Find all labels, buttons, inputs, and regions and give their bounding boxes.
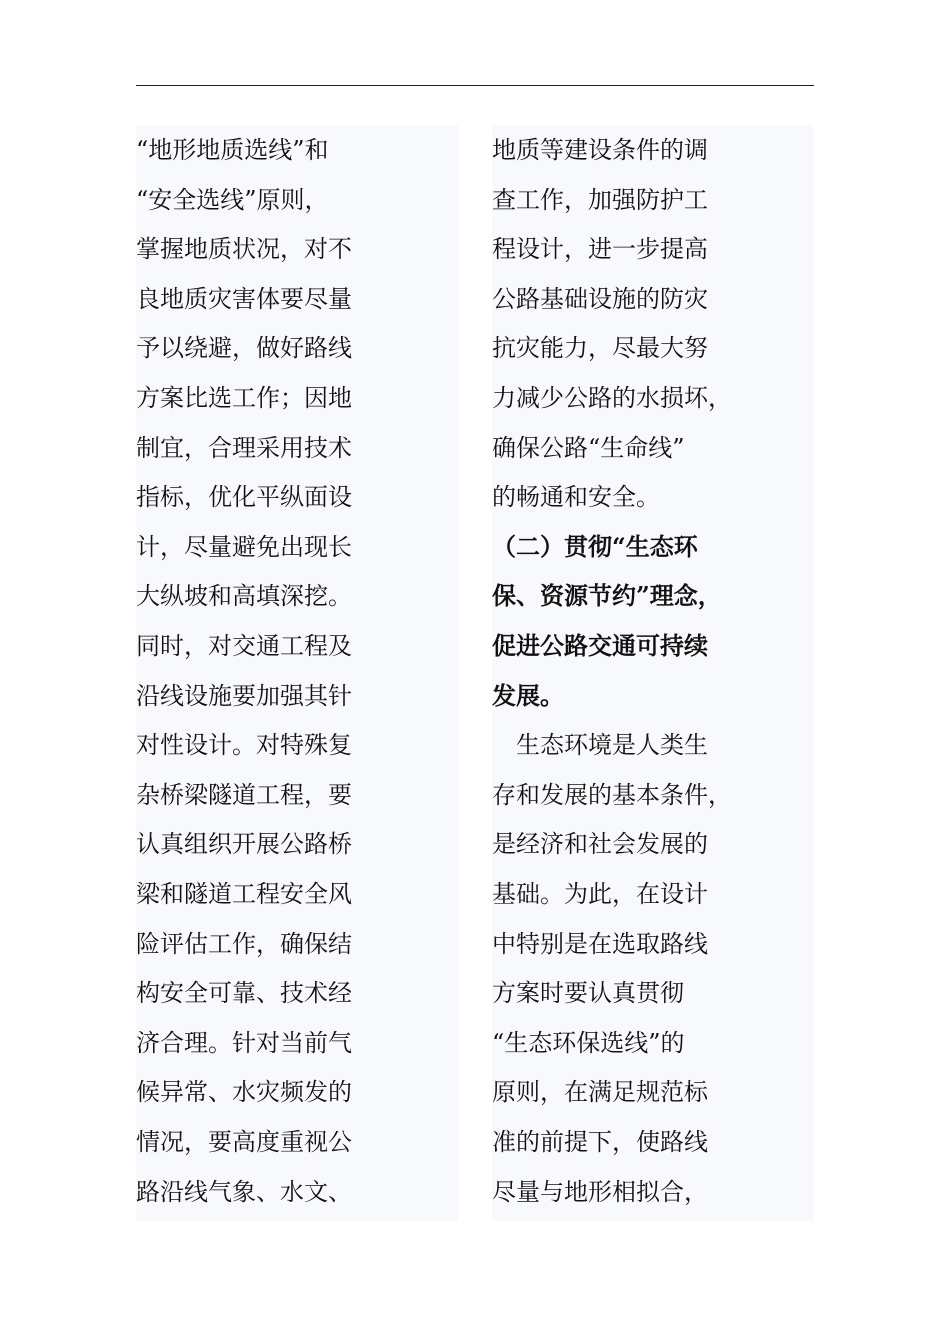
text-line: 计，尽量避免出现长 — [136, 532, 352, 561]
text-line: 原则，在满足规范标 — [492, 1078, 708, 1107]
text-line: 予以绕避，做好路线 — [136, 334, 352, 363]
text-line: “地形地质选线”和 — [136, 136, 329, 164]
text-line: 抗灾能力，尽最大努 — [492, 334, 708, 363]
text-line: “生态环保选线”的 — [492, 1028, 685, 1057]
text-line: 的畅通和安全。 — [492, 483, 660, 512]
text-line: 确保公路“生命线” — [492, 433, 685, 462]
text-line: 杂桥梁隧道工程，要 — [136, 780, 352, 809]
text-line: 同时，对交通工程及 — [136, 632, 352, 660]
text-line: （二）贯彻“生态环 — [492, 531, 698, 561]
left-text-column — [136, 125, 458, 1221]
text-line: 掌握地质状况，对不 — [136, 235, 352, 264]
text-line: 对性设计。对特殊复 — [136, 731, 352, 760]
text-line: 力减少公路的水损坏， — [492, 384, 732, 412]
text-line: 沿线设施要加强其针 — [136, 681, 352, 710]
text-line: 济合理。针对当前气 — [136, 1028, 352, 1057]
text-line: “安全选线”原则， — [136, 185, 329, 214]
text-line: 方案时要认真贯彻 — [492, 979, 684, 1008]
text-line: 中特别是在选取路线 — [492, 929, 708, 958]
text-line: 基础。为此，在设计 — [492, 880, 708, 908]
header-rule — [136, 85, 814, 86]
text-line: 发展。 — [492, 680, 564, 710]
text-line: 候异常、水灾频发的 — [136, 1078, 352, 1107]
text-line: 认真组织开展公路桥 — [136, 830, 352, 859]
text-line: 程设计，进一步提高 — [492, 235, 708, 264]
text-line: 制宜，合理采用技术 — [136, 433, 352, 462]
right-text-column — [492, 125, 814, 1221]
text-line: 指标，优化平纵面设 — [136, 483, 352, 512]
text-line: 准的前提下，使路线 — [492, 1128, 708, 1156]
text-line: 生态环境是人类生 — [492, 731, 708, 760]
text-line: 路沿线气象、水文、 — [136, 1177, 352, 1206]
text-line: 促进公路交通可持续 — [492, 631, 708, 660]
text-line: 梁和隧道工程安全风 — [136, 880, 352, 908]
text-line: 存和发展的基本条件， — [492, 780, 732, 809]
text-line: 尽量与地形相拟合， — [492, 1177, 708, 1206]
text-line: 情况，要高度重视公 — [136, 1128, 352, 1156]
text-line: 地质等建设条件的调 — [492, 136, 708, 164]
text-line: 大纵坡和高填深挖。 — [136, 582, 352, 611]
text-line: 查工作，加强防护工 — [492, 185, 708, 214]
text-line: 良地质灾害体要尽量 — [136, 284, 352, 313]
text-line: 保、资源节约”理念， — [492, 581, 722, 611]
text-line: 构安全可靠、技术经 — [136, 979, 352, 1008]
text-line: 公路基础设施的防灾 — [492, 284, 708, 313]
text-line: 险评估工作，确保结 — [136, 929, 352, 958]
text-line: 是经济和社会发展的 — [492, 830, 708, 859]
text-line: 方案比选工作；因地 — [136, 384, 352, 412]
